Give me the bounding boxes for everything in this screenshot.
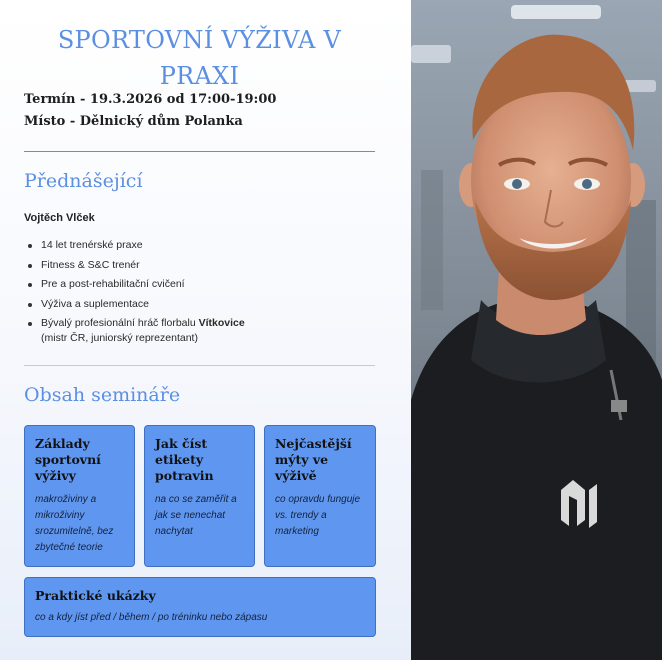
team-name: Vítkovice	[198, 317, 245, 329]
bullet-text: Bývalý profesionální hráč florbalu	[41, 317, 199, 329]
speaker-name: Vojtěch Vlček	[24, 212, 95, 224]
list-item: 14 let trenérské praxe	[24, 238, 384, 253]
divider	[24, 365, 375, 366]
list-item: Pre a post-rehabilitační cvičení	[24, 277, 384, 292]
speaker-bullets	[24, 238, 384, 351]
list-item	[24, 316, 384, 346]
bullet-note: (mistr ČR, juniorský reprezentant)	[41, 332, 198, 344]
card-desc: makroživiny a mikroživiny srozumitelně, bez zbytečné teorie	[35, 494, 114, 553]
card-desc: co a kdy jíst před / během / po tréninku nebo zápasu	[35, 612, 268, 623]
list-item: Fitness & S&C trenér	[24, 258, 384, 273]
list-item: Výživa a suplementace	[24, 297, 384, 312]
portrait-illustration	[411, 0, 662, 660]
topic-card	[24, 425, 135, 567]
topic-card	[144, 425, 255, 567]
card-desc: na co se zaměřit a jak se nenechat nachytat	[155, 494, 237, 537]
page-title: SPORTOVNÍ VÝŽIVA V PRAXI	[57, 26, 342, 90]
content-heading: Obsah semináře	[24, 384, 181, 406]
card-title: Základy sportovní výživy	[35, 436, 101, 483]
event-term: Termín - 19.3.2026 od 17:00-19:00	[24, 92, 277, 107]
card-title: Praktické ukázky	[35, 588, 156, 603]
portrait-photo	[411, 0, 662, 660]
card-title: Nejčastější mýty ve výživě	[275, 436, 352, 483]
divider	[24, 151, 375, 152]
topic-card	[264, 425, 376, 567]
topic-card	[24, 577, 376, 637]
card-title: Jak číst etikety potravin	[155, 436, 214, 483]
event-place: Místo - Dělnický dům Polanka	[24, 114, 243, 129]
card-desc: co opravdu funguje vs. trendy a marketing	[275, 494, 361, 537]
speaker-heading: Přednášející	[24, 170, 143, 192]
